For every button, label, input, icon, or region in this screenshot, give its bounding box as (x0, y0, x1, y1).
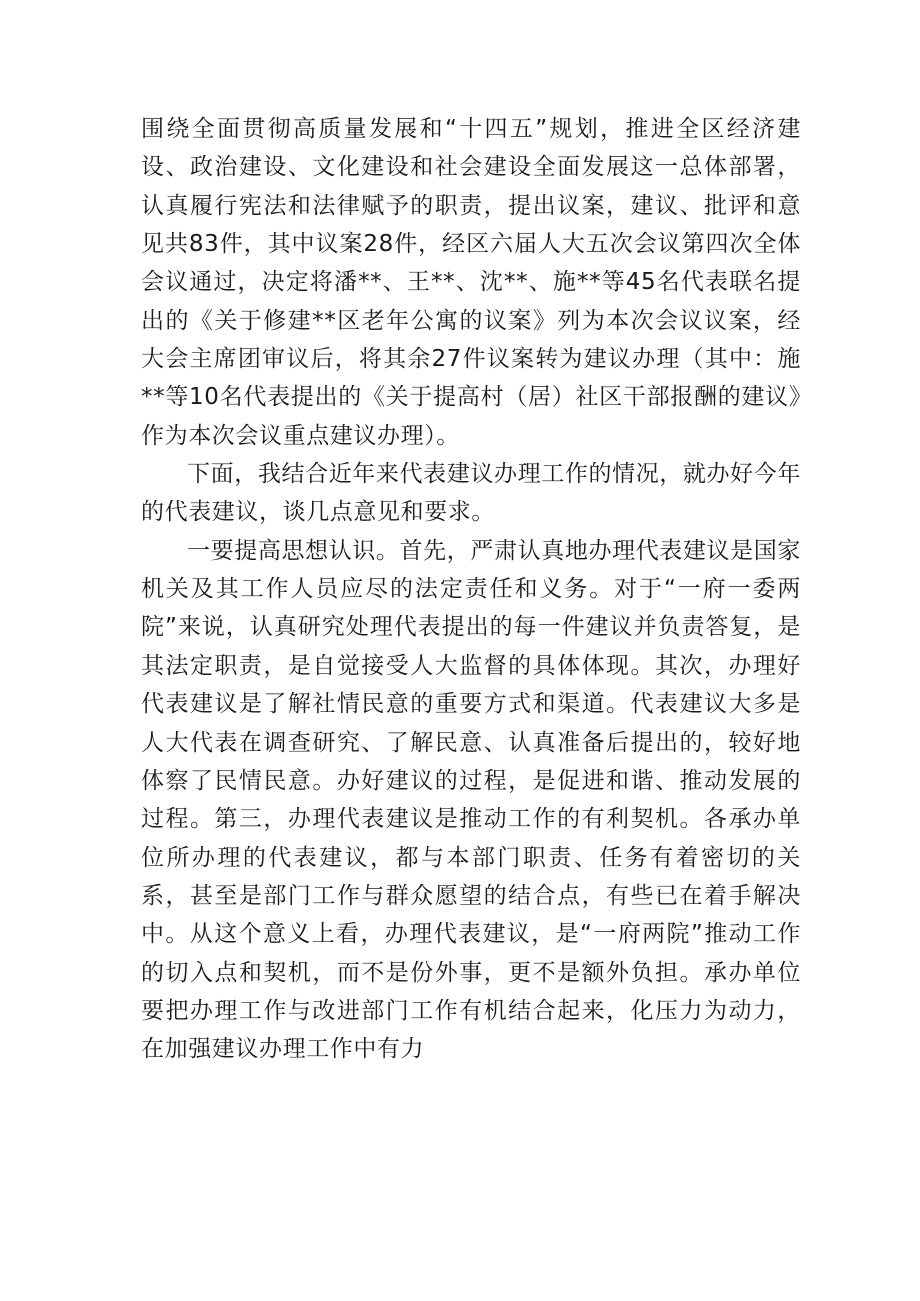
document-body (141, 110, 801, 1069)
paragraph-intro: 下面，我结合近年来代表建议办理工作的情况，就办好今年的代表建议，谈几点意见和要求。 (141, 461, 801, 526)
paragraph-point-one: 一要提高思想认识。首先，严肃认真地办理代表建议是国家机关及其工作人员应尽的法定责任和义务。对于“一府一委两院”来说，认真研究处理代表提出的每一件建议并负责答复，是其法定职责，是自觉接受人大监督的具体体现。其次，办理好代表建议是了解社情民意的重要方式和渠道。代表建议大多是人大代表在调查研究、了解民意、认真准备后提出的，较好地体察了民情民意。办好建议的过程，是促进和谐、推动发展的过程。第三，办理代表建议是推动工作的有利契机。各承办单位所办理的代表建议，都与本部门职责、任务有着密切的关系，甚至是部门工作与群众愿望的结合点，有些已在着手解决中。从这个意义上看，办理代表建议，是“一府两院”推动工作的切入点和契机，而不是份外事，更不是额外负担。承办单位要把办理工作与改进部门工作有机结合起来，化压力为动力，在加强建议办理工作中有力 (141, 537, 801, 1063)
paragraph-continuation: 围绕全面贯彻高质量发展和“十四五”规划，推进全区经济建设、政治建设、文化建设和社会建设全面发展这一总体部署，认真履行宪法和法律赋予的职责，提出议案，建议、批评和意见共83件，其中议案28件，经区六届人大五次会议第四次全体会议通过，决定将潘**、王**、沈**、施**等45名代表联名提出的《关于修建**区老年公寓的议案》列为本次会议议案，经大会主席团审议后，将其余27件议案转为建议办理（其中：施**等10名代表提出的《关于提高村（居）社区干部报酬的建议》作为本次会议重点建议办理）。 (141, 116, 801, 449)
